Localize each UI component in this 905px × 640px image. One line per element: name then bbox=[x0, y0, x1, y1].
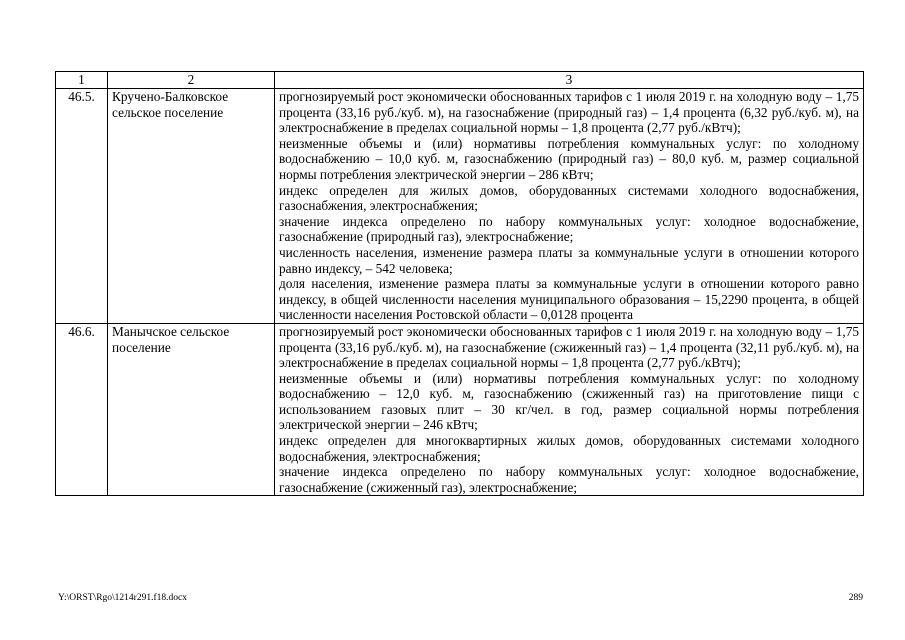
description-paragraph: индекс определен для многоквартирных жилых домов, оборудованных системами холодного водоснабжения, электроснабжения; bbox=[279, 433, 859, 464]
description-paragraph: численность населения, изменение размера платы за коммунальные услуги в отношении которого равно индексу, – 542 человека; bbox=[279, 244, 859, 276]
header-col-1: 1 bbox=[56, 72, 108, 89]
row-description bbox=[275, 323, 864, 496]
description-paragraph: прогнозируемый рост экономически обоснованных тарифов с 1 июля 2019 г. на холодную воду – 1,75 процента (33,16 руб./куб. м), на газоснабжение (сжиженный газ) – 1,4 процента (32,11 руб./куб. м), на электроснабжение в пределах социальной нормы – 1,8 процента (2,77 руб./кВтч); bbox=[279, 323, 859, 371]
table-row bbox=[56, 323, 864, 496]
footer-file-path: Y:\ORST\Rgo\1214r291.f18.docx bbox=[58, 593, 187, 603]
tariff-table bbox=[55, 71, 864, 496]
header-col-3: 3 bbox=[275, 72, 864, 89]
description-paragraph: значение индекса определено по набору коммунальных услуг: холодное водоснабжение, газоснабжение (природный газ), электроснабжение; bbox=[279, 213, 859, 245]
settlement-name: Манычское сельское поселение bbox=[108, 323, 275, 496]
description-paragraph: индекс определен для жилых домов, оборудованных системами холодного водоснабжения, газоснабжения, электроснабжения; bbox=[279, 182, 859, 214]
settlement-name: Кручено-Балковское сельское поселение bbox=[108, 89, 275, 324]
row-number: 46.6. bbox=[56, 323, 108, 496]
header-col-2: 2 bbox=[108, 72, 275, 89]
table-header-row bbox=[56, 72, 864, 89]
description-paragraph: неизменные объемы и (или) нормативы потребления коммунальных услуг: по холодному водоснабжению – 12,0 куб. м, газоснабжению (сжиженный газ) на приготовление пищи с использованием газовых плит – 30 кг/чел. в год, размер социальной нормы потребления электрической энергии – 246 кВтч; bbox=[279, 370, 859, 433]
footer-page-number: 289 bbox=[848, 593, 863, 603]
description-paragraph: неизменные объемы и (или) нормативы потребления коммунальных услуг: по холодному водоснабжению – 10,0 куб. м, газоснабжению (природный газ) – 80,0 куб. м, размер социальной нормы потребления электрической энергии – 286 кВтч; bbox=[279, 135, 859, 182]
row-description bbox=[275, 89, 864, 324]
description-paragraph: значение индекса определено по набору коммунальных услуг: холодное водоснабжение, газоснабжение (сжиженный газ), электроснабжение; bbox=[279, 464, 859, 495]
table-row bbox=[56, 89, 864, 324]
row-number: 46.5. bbox=[56, 89, 108, 324]
description-paragraph: прогнозируемый рост экономически обоснованных тарифов с 1 июля 2019 г. на холодную воду – 1,75 процента (33,16 руб./куб. м), на газоснабжение (природный газ) – 1,4 процента (6,32 руб./куб. м), на электроснабжение в пределах социальной нормы – 1,8 процента (2,77 руб./кВтч); bbox=[279, 89, 859, 136]
description-paragraph: доля населения, изменение размера платы за коммунальные услуги в отношении которого равно индексу, в общей численности населения муниципального образования – 15,2290 процента, в общей численности населения Ростовской области – 0,0128 процента bbox=[279, 276, 859, 323]
